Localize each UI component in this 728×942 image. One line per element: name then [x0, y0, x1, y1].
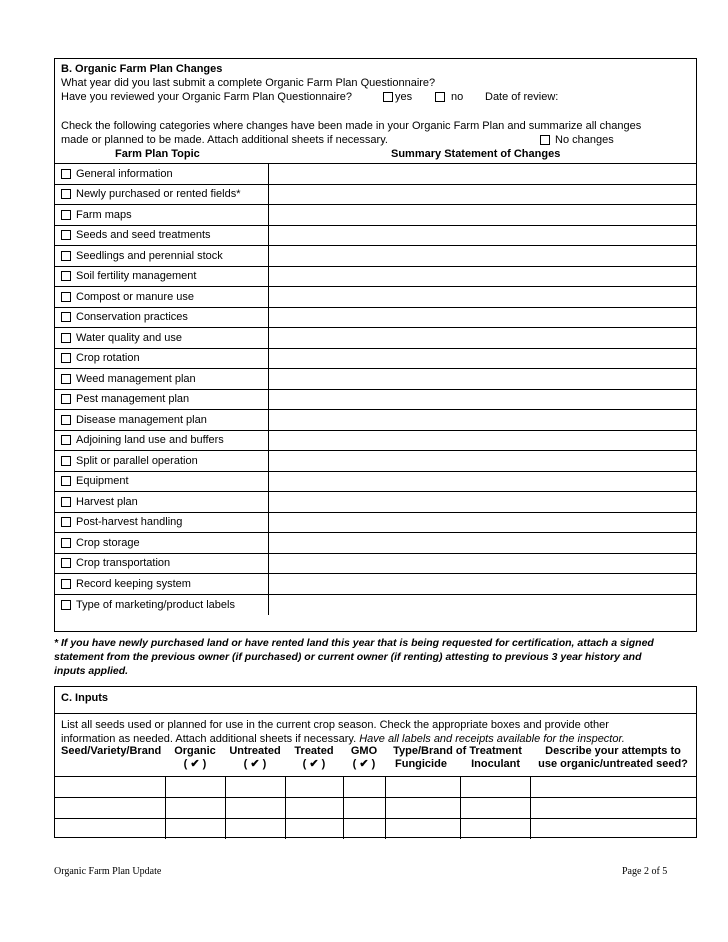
- topic-label: Post-harvest handling: [76, 516, 183, 529]
- question-reviewed: Have you reviewed your Organic Farm Plan Questionnaire?: [61, 91, 353, 103]
- summary-cell[interactable]: [268, 225, 696, 246]
- inoculant-cell[interactable]: [460, 776, 530, 797]
- topic-checkbox[interactable]: [61, 558, 71, 568]
- topic-cell: [55, 205, 268, 226]
- summary-cell[interactable]: [268, 287, 696, 308]
- topic-row: [55, 512, 696, 533]
- gmo-cell[interactable]: [343, 797, 385, 818]
- topic-checkbox[interactable]: [61, 230, 71, 240]
- topic-checkbox[interactable]: [61, 415, 71, 425]
- summary-cell[interactable]: [268, 430, 696, 451]
- topic-cell: [55, 348, 268, 369]
- topic-row: [55, 184, 696, 205]
- inputs-instructions-text: information as needed. Attach additional sheets if necessary.: [61, 733, 357, 745]
- summary-cell[interactable]: [268, 369, 696, 390]
- seeds-table: [55, 744, 696, 839]
- topic-label: Crop transportation: [76, 557, 171, 570]
- inputs-instructions-line-1: List all seeds used or planned for use in the current crop season. Check the appropriate boxes and provide other: [61, 719, 609, 731]
- no-changes-label: No changes: [555, 134, 614, 146]
- topic-checkbox[interactable]: [61, 394, 71, 404]
- summary-cell[interactable]: [268, 205, 696, 226]
- topic-checkbox[interactable]: [61, 189, 71, 199]
- footnote-line-1: * If you have newly purchased land or have rented land this year that is being requested for certification, attach a signed: [54, 637, 654, 649]
- instructions-line-1: Check the following categories where changes have been made in your Organic Farm Plan and summarize all changes: [61, 120, 642, 132]
- untreated-cell[interactable]: [225, 797, 285, 818]
- yes-label: yes: [395, 91, 413, 103]
- topic-checkbox[interactable]: [61, 292, 71, 302]
- topic-cell: [55, 328, 268, 349]
- summary-cell[interactable]: [268, 533, 696, 554]
- topic-label: Split or parallel operation: [76, 454, 198, 467]
- topic-cell: [55, 451, 268, 472]
- summary-cell[interactable]: [268, 410, 696, 431]
- summary-cell[interactable]: [268, 266, 696, 287]
- topic-cell: [55, 389, 268, 410]
- topic-row: [55, 553, 696, 574]
- no-checkbox[interactable]: [435, 92, 445, 102]
- topic-checkbox[interactable]: [61, 435, 71, 445]
- topic-row: [55, 574, 696, 595]
- organic-cell[interactable]: [165, 776, 225, 797]
- topic-checkbox[interactable]: [61, 579, 71, 589]
- topic-checkbox[interactable]: [61, 353, 71, 363]
- topic-checkbox[interactable]: [61, 497, 71, 507]
- topic-label: Newly purchased or rented fields*: [76, 188, 241, 201]
- topic-cell: [55, 430, 268, 451]
- column-header-farm-plan-topic: Farm Plan Topic: [115, 148, 200, 160]
- footer-page-number: Page 2 of 5: [622, 866, 668, 877]
- topic-cell: [55, 553, 268, 574]
- seed-row: [55, 797, 696, 818]
- seed-row: [55, 818, 696, 839]
- topic-checkbox[interactable]: [61, 374, 71, 384]
- topic-label: Record keeping system: [76, 577, 191, 590]
- summary-cell[interactable]: [268, 553, 696, 574]
- describe-cell[interactable]: [530, 776, 696, 797]
- fungicide-cell[interactable]: [385, 776, 460, 797]
- topic-label: General information: [76, 167, 173, 180]
- summary-cell[interactable]: [268, 246, 696, 267]
- topic-checkbox[interactable]: [61, 538, 71, 548]
- topic-label: Seeds and seed treatments: [76, 229, 211, 242]
- topic-cell: [55, 471, 268, 492]
- footnote-line-2: statement from the previous owner (if purchased) or current owner (if renting) attesting to previous 3 year history and: [54, 651, 642, 663]
- topic-row: [55, 164, 696, 185]
- no-changes-checkbox[interactable]: [540, 135, 550, 145]
- treated-cell[interactable]: [285, 818, 343, 839]
- summary-cell[interactable]: [268, 348, 696, 369]
- seed-cell[interactable]: [55, 776, 165, 797]
- topic-cell: [55, 594, 268, 615]
- topic-row: [55, 533, 696, 554]
- topic-row: [55, 492, 696, 513]
- yes-checkbox[interactable]: [383, 92, 393, 102]
- section-c-inputs: [54, 686, 697, 838]
- treated-cell[interactable]: [285, 776, 343, 797]
- section-b-organic-farm-plan-changes: [54, 58, 697, 632]
- treated-cell[interactable]: [285, 797, 343, 818]
- topic-checkbox[interactable]: [61, 456, 71, 466]
- topic-cell: [55, 307, 268, 328]
- topic-checkbox[interactable]: [61, 312, 71, 322]
- topic-row: [55, 205, 696, 226]
- topic-cell: [55, 410, 268, 431]
- header-seed-variety-brand: Seed/Variety/Brand: [61, 745, 162, 757]
- header-type-brand-of-treatment: Type/Brand of Treatment Fungicide Inoculant: [393, 745, 522, 770]
- seed-row: [55, 776, 696, 797]
- topic-checkbox[interactable]: [61, 210, 71, 220]
- topic-row: [55, 410, 696, 431]
- topic-checkbox[interactable]: [61, 169, 71, 179]
- topic-row: [55, 389, 696, 410]
- header-fungicide: Fungicide: [395, 758, 447, 770]
- gmo-cell[interactable]: [343, 776, 385, 797]
- topic-checkbox[interactable]: [61, 251, 71, 261]
- topic-row: [55, 430, 696, 451]
- topic-row: [55, 471, 696, 492]
- header-organic: Organic ( ✔ ): [165, 744, 225, 776]
- topic-cell: [55, 266, 268, 287]
- summary-cell[interactable]: [268, 594, 696, 615]
- topic-label: Farm maps: [76, 208, 132, 221]
- summary-cell[interactable]: [268, 471, 696, 492]
- topic-row: [55, 307, 696, 328]
- check-mark-label: ( ✔ ): [302, 758, 326, 770]
- topic-cell: [55, 246, 268, 267]
- topic-cell: [55, 287, 268, 308]
- topic-row: [55, 266, 696, 287]
- summary-cell[interactable]: [268, 574, 696, 595]
- topic-checkbox[interactable]: [61, 333, 71, 343]
- farm-plan-topics-table: [55, 163, 696, 615]
- topic-label: Harvest plan: [76, 495, 138, 508]
- topic-cell: [55, 225, 268, 246]
- summary-cell[interactable]: [268, 389, 696, 410]
- summary-cell[interactable]: [268, 184, 696, 205]
- topic-label: Weed management plan: [76, 372, 196, 385]
- topic-cell: [55, 164, 268, 185]
- topic-label: Pest management plan: [76, 393, 190, 406]
- topic-cell: [55, 512, 268, 533]
- question-last-submitted: What year did you last submit a complete Organic Farm Plan Questionnaire?: [61, 77, 436, 89]
- check-mark-label: ( ✔ ): [183, 758, 207, 770]
- inoculant-cell[interactable]: [460, 797, 530, 818]
- topic-label: Adjoining land use and buffers: [76, 434, 224, 447]
- check-mark-label: ( ✔ ): [243, 758, 267, 770]
- fungicide-cell[interactable]: [385, 797, 460, 818]
- topic-cell: [55, 369, 268, 390]
- section-b-title: B. Organic Farm Plan Changes: [61, 63, 223, 75]
- inoculant-cell[interactable]: [460, 818, 530, 839]
- instructions-line-2: made or planned to be made. Attach additional sheets if necessary.: [61, 134, 388, 146]
- topic-label: Conservation practices: [76, 311, 188, 324]
- topic-row: [55, 225, 696, 246]
- describe-cell[interactable]: [530, 818, 696, 839]
- topic-row: [55, 451, 696, 472]
- summary-cell[interactable]: [268, 164, 696, 185]
- topic-label: Crop rotation: [76, 352, 140, 365]
- header-untreated: Untreated ( ✔ ): [225, 744, 285, 776]
- summary-cell[interactable]: [268, 307, 696, 328]
- organic-cell[interactable]: [165, 818, 225, 839]
- topic-label: Compost or manure use: [76, 290, 194, 303]
- organic-cell[interactable]: [165, 797, 225, 818]
- topic-label: Crop storage: [76, 536, 140, 549]
- topic-label: Water quality and use: [76, 331, 182, 344]
- fungicide-cell[interactable]: [385, 818, 460, 839]
- topic-cell: [55, 492, 268, 513]
- footer-document-title: Organic Farm Plan Update: [54, 866, 162, 877]
- topic-row: [55, 594, 696, 615]
- column-header-summary: Summary Statement of Changes: [391, 148, 561, 160]
- topic-label: Seedlings and perennial stock: [76, 249, 223, 262]
- topic-checkbox[interactable]: [61, 476, 71, 486]
- topic-row: [55, 369, 696, 390]
- topic-label: Disease management plan: [76, 413, 207, 426]
- untreated-cell[interactable]: [225, 776, 285, 797]
- topic-label: Type of marketing/product labels: [76, 598, 235, 611]
- summary-cell[interactable]: [268, 328, 696, 349]
- gmo-cell[interactable]: [343, 818, 385, 839]
- topic-cell: [55, 574, 268, 595]
- topic-label: Equipment: [76, 475, 129, 488]
- untreated-cell[interactable]: [225, 818, 285, 839]
- inputs-instructions-italic: Have all labels and receipts available for the inspector.: [359, 733, 625, 745]
- header-inoculant: Inoculant: [471, 758, 521, 770]
- summary-cell[interactable]: [268, 451, 696, 472]
- topic-row: [55, 348, 696, 369]
- topic-label: Soil fertility management: [76, 270, 197, 283]
- seed-cell[interactable]: [55, 797, 165, 818]
- seeds-table-header: [55, 744, 696, 776]
- header-treated: Treated ( ✔ ): [285, 744, 343, 776]
- topic-checkbox[interactable]: [61, 600, 71, 610]
- footnote: [54, 636, 704, 678]
- topic-cell: [55, 184, 268, 205]
- topic-checkbox[interactable]: [61, 271, 71, 281]
- topic-cell: [55, 533, 268, 554]
- summary-cell[interactable]: [268, 512, 696, 533]
- topic-row: [55, 246, 696, 267]
- topic-checkbox[interactable]: [61, 517, 71, 527]
- summary-cell[interactable]: [268, 492, 696, 513]
- date-of-review-label: Date of review:: [485, 91, 559, 103]
- check-mark-label: ( ✔ ): [352, 758, 376, 770]
- topic-row: [55, 287, 696, 308]
- header-describe-attempts: Describe your attempts to use organic/untreated seed?: [538, 745, 688, 770]
- describe-cell[interactable]: [530, 797, 696, 818]
- divider: [55, 713, 696, 714]
- footnote-line-3: inputs applied.: [54, 665, 129, 677]
- no-label: no: [451, 91, 464, 103]
- topic-row: [55, 328, 696, 349]
- section-c-title: C. Inputs: [61, 692, 109, 704]
- header-gmo: GMO ( ✔ ): [343, 744, 385, 776]
- seed-cell[interactable]: [55, 818, 165, 839]
